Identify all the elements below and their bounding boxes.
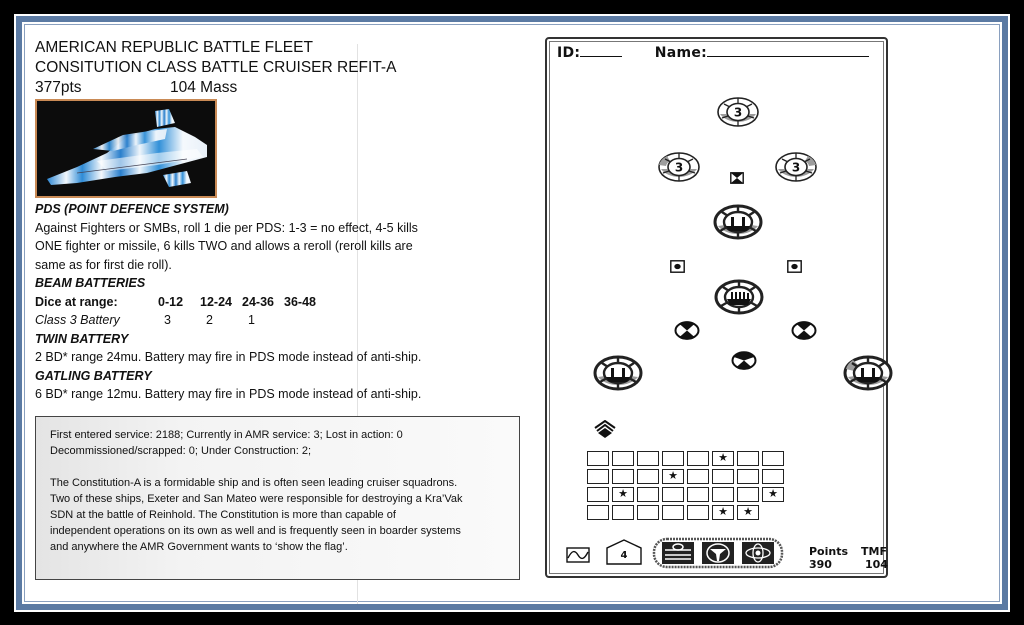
ship-details bbox=[35, 38, 525, 404]
ship-stats bbox=[809, 545, 888, 571]
beam-heading: BEAM BATTERIES bbox=[35, 276, 146, 290]
history-text-5: and anywhere the AMR Government wants to ‘show the flag’. bbox=[50, 541, 348, 553]
threshold-star-icon: ★ bbox=[668, 470, 678, 482]
twin-battery-icon[interactable] bbox=[843, 355, 893, 391]
points-mass-row bbox=[35, 78, 525, 98]
ship-image bbox=[35, 99, 217, 198]
pds-text-1: Against Fighters or SMBs, roll 1 die per PDS: 1-3 = no effect, 4-5 kills bbox=[35, 220, 418, 235]
damage-box-threshold[interactable] bbox=[662, 469, 684, 484]
damage-box[interactable] bbox=[637, 469, 659, 484]
dice-0-12: 3 bbox=[164, 313, 171, 327]
pds-half-icon[interactable] bbox=[731, 351, 757, 370]
pds-icon[interactable] bbox=[670, 260, 685, 273]
damage-box[interactable] bbox=[587, 505, 609, 520]
id-field[interactable] bbox=[580, 43, 622, 57]
range-12-24: 12-24 bbox=[200, 294, 232, 309]
name-field[interactable] bbox=[707, 43, 869, 57]
pds-heading: PDS (POINT DEFENCE SYSTEM) bbox=[35, 202, 229, 216]
damage-track-grid bbox=[587, 451, 787, 523]
twin-battery-icon[interactable] bbox=[593, 355, 643, 391]
class-3-beam-icon[interactable] bbox=[774, 151, 818, 183]
damage-box[interactable] bbox=[712, 469, 734, 484]
class-3-battery-label: Class 3 Battery bbox=[35, 313, 120, 327]
damage-box[interactable] bbox=[587, 469, 609, 484]
history-text-1: The Constitution-A is a formidable ship and is often seen leading cruiser squadrons. bbox=[50, 477, 458, 489]
points-label: Points bbox=[809, 545, 849, 558]
service-stats-1: First entered service: 2188; Currently in AMR service: 3; Lost in action: 0 bbox=[50, 429, 403, 441]
svg-text:3: 3 bbox=[791, 160, 801, 175]
history-text-3: SDN at the battle of Reinhold. The Constitution is more than capable of bbox=[50, 509, 396, 521]
damage-box[interactable] bbox=[612, 469, 634, 484]
tmf-value: 104 bbox=[865, 558, 888, 571]
svg-text:3: 3 bbox=[733, 105, 743, 120]
twin-battery-heading: TWIN BATTERY bbox=[35, 331, 129, 346]
damage-box[interactable] bbox=[737, 451, 759, 466]
pds-text-3: same as for first die roll). bbox=[35, 257, 172, 272]
service-stats-2: Decommissioned/scrapped: 0; Under Construction: 2; bbox=[50, 445, 312, 457]
gatling-battery-text: 6 BD* range 12mu. Battery may fire in PDS mode instead of anti-ship. bbox=[35, 387, 422, 401]
damage-box[interactable] bbox=[662, 505, 684, 520]
damage-box[interactable] bbox=[687, 505, 709, 520]
history-text-4: independent operations on its own as well and is frequently seen in boarder systems bbox=[50, 525, 461, 537]
thrust-icon[interactable] bbox=[606, 539, 642, 565]
damage-box[interactable] bbox=[762, 451, 784, 466]
ship-points: 377pts bbox=[35, 79, 82, 96]
threshold-star-icon: ★ bbox=[743, 506, 753, 518]
ship-render-icon bbox=[37, 101, 215, 196]
twin-battery-text: 2 BD* range 24mu. Battery may fire in PDS mode instead of anti-ship. bbox=[35, 350, 422, 364]
svg-text:3: 3 bbox=[674, 160, 684, 175]
damage-box[interactable] bbox=[637, 487, 659, 502]
damage-box-threshold[interactable] bbox=[712, 505, 734, 520]
tmf-label: TMF bbox=[861, 545, 887, 558]
ship-class-title: CONSITUTION CLASS BATTLE CRUISER REFIT-A bbox=[35, 59, 397, 76]
damage-box[interactable] bbox=[612, 505, 634, 520]
range-0-12: 0-12 bbox=[158, 294, 184, 309]
range-24-36: 24-36 bbox=[242, 294, 274, 309]
service-history-box bbox=[35, 416, 520, 580]
range-36-48: 36-48 bbox=[284, 294, 316, 309]
damage-box[interactable] bbox=[762, 469, 784, 484]
ship-system-display bbox=[545, 37, 888, 578]
damage-box[interactable] bbox=[687, 451, 709, 466]
dice-36-48 bbox=[284, 311, 326, 330]
ftl-icon[interactable] bbox=[566, 547, 590, 563]
class-3-beam-icon[interactable] bbox=[716, 96, 760, 128]
weapon-rules bbox=[35, 200, 525, 404]
id-name-header bbox=[557, 43, 869, 61]
damage-box[interactable] bbox=[687, 469, 709, 484]
gatling-battery-icon[interactable] bbox=[714, 279, 764, 315]
pds-half-icon[interactable] bbox=[791, 321, 817, 340]
points-value: 390 bbox=[809, 558, 832, 571]
class-3-beam-icon[interactable] bbox=[657, 151, 701, 183]
damage-box[interactable] bbox=[637, 451, 659, 466]
damage-box[interactable] bbox=[737, 487, 759, 502]
damage-row bbox=[587, 469, 787, 484]
damage-box-threshold[interactable] bbox=[762, 487, 784, 502]
damage-row bbox=[587, 487, 787, 502]
damage-box[interactable] bbox=[612, 451, 634, 466]
core-systems-icon[interactable] bbox=[652, 537, 784, 569]
ship-mass: 104 Mass bbox=[170, 79, 238, 96]
gatling-battery-heading: GATLING BATTERY bbox=[35, 368, 152, 383]
threshold-star-icon: ★ bbox=[718, 452, 728, 464]
fleet-title: AMERICAN REPUBLIC BATTLE FLEET bbox=[35, 39, 313, 56]
twin-battery-icon[interactable] bbox=[713, 204, 763, 240]
damage-box[interactable] bbox=[687, 487, 709, 502]
damage-box[interactable] bbox=[662, 487, 684, 502]
damage-row bbox=[587, 505, 787, 520]
damage-box[interactable] bbox=[637, 505, 659, 520]
pds-text-2: ONE fighter or missile, 6 kills TWO and allows a reroll (reroll kills are bbox=[35, 239, 413, 253]
damage-row bbox=[587, 451, 787, 466]
damage-box-threshold[interactable] bbox=[737, 505, 759, 520]
svg-text:4: 4 bbox=[620, 550, 628, 561]
dice-at-range-label: Dice at range: bbox=[35, 294, 118, 309]
damage-box[interactable] bbox=[587, 487, 609, 502]
id-label: ID: bbox=[557, 45, 581, 61]
beam-range-header bbox=[35, 293, 525, 312]
dice-12-24: 2 bbox=[206, 313, 213, 327]
history-text-2: Two of these ships, Exeter and San Mateo were responsible for destroying a Kra’Vak bbox=[50, 493, 463, 505]
threshold-star-icon: ★ bbox=[718, 506, 728, 518]
fire-control-icon[interactable] bbox=[730, 172, 744, 184]
dice-24-36: 1 bbox=[248, 313, 255, 327]
pds-half-icon[interactable] bbox=[674, 321, 700, 340]
damage-box[interactable] bbox=[662, 451, 684, 466]
class-3-battery-row bbox=[35, 311, 525, 330]
damage-box[interactable] bbox=[737, 469, 759, 484]
threshold-star-icon: ★ bbox=[768, 488, 778, 500]
core-systems-row bbox=[547, 539, 886, 569]
pds-icon[interactable] bbox=[787, 260, 802, 273]
damage-box[interactable] bbox=[587, 451, 609, 466]
name-label: Name: bbox=[654, 45, 708, 61]
threshold-star-icon: ★ bbox=[618, 488, 628, 500]
screen-icon[interactable] bbox=[593, 420, 617, 440]
ship-record-sheet bbox=[14, 14, 1010, 612]
damage-box[interactable] bbox=[712, 487, 734, 502]
damage-box-threshold[interactable] bbox=[712, 451, 734, 466]
damage-box-threshold[interactable] bbox=[612, 487, 634, 502]
